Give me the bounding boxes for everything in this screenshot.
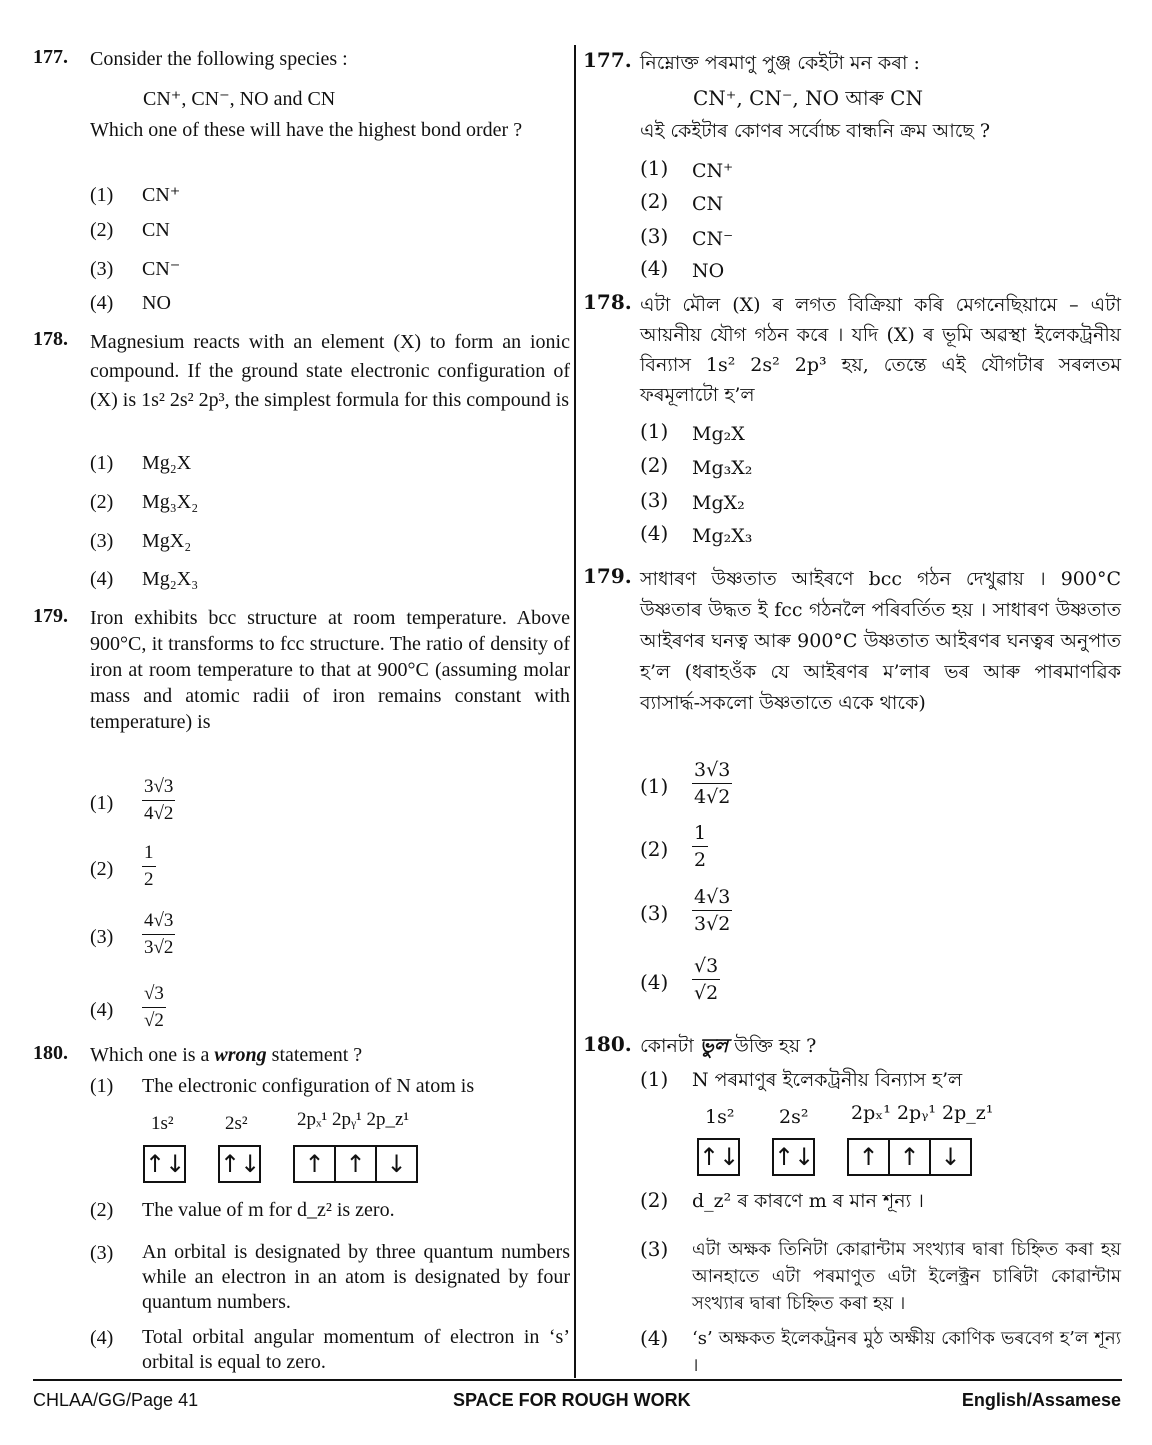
option-number: (2) xyxy=(640,837,669,861)
spin-up-arrow: ↑↓ xyxy=(699,1143,740,1171)
orbital-label-2s: 2s² xyxy=(225,1113,248,1134)
denominator: 2 xyxy=(694,849,707,871)
option-number: (4) xyxy=(640,256,669,280)
numerator: 1 xyxy=(692,820,708,847)
spin-up-arrow: ↑↓ xyxy=(774,1143,815,1171)
option-text: Mg₂X xyxy=(142,452,192,474)
option-number: (3) xyxy=(90,1242,114,1264)
option-text: An orbital is designated by three quantum numbers while an electron in an atom is designated by four quantum numbers. xyxy=(142,1241,570,1313)
emphasis: ভুল xyxy=(699,1035,729,1057)
spin-up-arrow: ↑ xyxy=(890,1140,931,1174)
option-number: (1) xyxy=(640,1067,669,1091)
option-text: N পৰমাণুৰ ইলেকট্ৰনীয় বিন্যাস হ’ল xyxy=(692,1069,963,1091)
numerator: 3√3 xyxy=(692,757,732,784)
option-text: The value of m for d_z² is zero. xyxy=(142,1199,395,1221)
numerator: √3 xyxy=(142,981,166,1008)
option-text: ‘s’ অক্ষকত ইলেকট্ৰনৰ মুঠ অক্ষীয় কোণিক ভৰবেগ হ’ল শূন্য । xyxy=(692,1328,1121,1376)
spin-up-arrow: ↑ xyxy=(295,1147,336,1181)
option-number: (1) xyxy=(640,774,669,798)
orbital-box-1s xyxy=(697,1138,740,1176)
option-text: Mg₂X₃ xyxy=(692,525,753,547)
option-number: (4) xyxy=(640,970,669,994)
numerator: √3 xyxy=(692,953,720,980)
option-number: (3) xyxy=(90,258,114,280)
option-text: MgX₂ xyxy=(142,530,192,552)
species-list: CN⁺, CN⁻, NO and CN xyxy=(143,88,336,110)
option-number: (2) xyxy=(640,453,669,477)
orbital-box-2s xyxy=(218,1145,261,1183)
option-number: (2) xyxy=(640,189,669,213)
orbital-box-2s xyxy=(772,1138,815,1176)
option-number: (2) xyxy=(90,1199,114,1221)
orbital-box-2p xyxy=(847,1138,972,1176)
option-number: (3) xyxy=(640,224,669,248)
numerator: 3√3 xyxy=(142,774,175,801)
option-number: (3) xyxy=(640,488,669,512)
option-text: Mg₂X₃ xyxy=(142,568,199,590)
question-number: 177. xyxy=(583,48,632,72)
option-number: (1) xyxy=(90,792,114,814)
fraction xyxy=(142,908,175,961)
option-number: (3) xyxy=(640,1237,669,1261)
question-text: সাধাৰণ উষ্ণতাত আইৰণে bcc গঠন দেখুৱায় । 900°C উষ্ণতাৰ উদ্ধত ই fcc গঠনলৈ পৰিবৰ্তিত হয় । সাধাৰণ উষ্ণতাত আইৰণৰ ঘনত্ব আৰু 900°C উষ্ণতাত আইৰণৰ ঘনত্বৰ অনুপাত হ’ল (ধৰাহওঁক যে আইৰণৰ ম’লাৰ ভৰ আৰু পাৰমাণৱিক ব্যাসাৰ্দ্ধ-সকলো উষ্ণতাতে একে থাকে) xyxy=(640,568,1121,714)
question-number: 180. xyxy=(583,1032,632,1056)
question-number: 177. xyxy=(33,46,68,68)
option-text: Mg₂X xyxy=(692,423,745,445)
option-number: (3) xyxy=(90,926,114,948)
spin-up-arrow: ↑ xyxy=(849,1140,890,1174)
question-number: 179. xyxy=(33,605,68,627)
denominator: 3√2 xyxy=(144,937,174,958)
orbital-label-1s: 1s² xyxy=(705,1106,735,1128)
option-text: CN⁻ xyxy=(142,258,181,280)
option-text: Total orbital angular momentum of electron in ‘s’ orbital is equal to zero. xyxy=(142,1326,570,1373)
denominator: √2 xyxy=(694,982,719,1004)
column-divider xyxy=(574,45,576,1378)
option-number: (2) xyxy=(90,491,114,513)
text: উক্তি হয় ? xyxy=(728,1035,817,1057)
option-number: (1) xyxy=(640,156,669,180)
orbital-label-2p: 2pₓ¹ 2pᵧ¹ 2p_z¹ xyxy=(297,1109,410,1130)
language-label: English/Assamese xyxy=(961,1390,1121,1410)
option-number: (2) xyxy=(90,858,114,880)
text: Which one is a xyxy=(90,1044,215,1066)
footer-rule xyxy=(33,1379,1122,1381)
fraction xyxy=(692,757,732,810)
orbital-label-1s: 1s² xyxy=(151,1113,174,1134)
spin-down-arrow: ↓ xyxy=(940,1143,961,1171)
question-number: 180. xyxy=(33,1042,68,1064)
question-number: 178. xyxy=(583,290,632,314)
denominator: √2 xyxy=(144,1010,164,1031)
spin-up-arrow: ↑ xyxy=(336,1147,377,1181)
spin-up-arrow: ↑↓ xyxy=(145,1150,186,1178)
question-prompt: এই কেইটাৰ কোণৰ সৰ্বোচ্চ বান্ধনি ক্ৰম আছে ? xyxy=(640,120,991,142)
option-text: The electronic configuration of N atom is xyxy=(142,1075,475,1097)
spin-down-arrow: ↓ xyxy=(386,1150,407,1178)
question-text: Consider the following species : xyxy=(90,48,348,70)
fraction xyxy=(142,774,175,827)
option-text: CN xyxy=(692,193,724,215)
option-number: (3) xyxy=(640,901,669,925)
emphasis: wrong xyxy=(214,1044,267,1066)
fraction xyxy=(692,820,708,873)
numerator: 1 xyxy=(142,840,156,867)
denominator: 4√2 xyxy=(144,803,174,824)
orbital-label-2p: 2pₓ¹ 2pᵧ¹ 2p_z¹ xyxy=(851,1102,994,1124)
question-text xyxy=(90,1042,570,1068)
spin-up-arrow: ↑↓ xyxy=(220,1150,261,1178)
option-text: MgX₂ xyxy=(692,492,745,514)
option-number: (4) xyxy=(90,999,114,1021)
option-text: CN⁺ xyxy=(692,160,734,182)
option-number: (4) xyxy=(90,568,114,590)
orbital-box-1s xyxy=(143,1145,186,1183)
fraction xyxy=(692,953,720,1006)
option-number: (2) xyxy=(640,1188,669,1212)
question-text xyxy=(640,1032,1121,1060)
text: কোনটা xyxy=(640,1035,700,1057)
option-text: CN⁺ xyxy=(142,184,181,206)
question-text: নিম্নোক্ত পৰমাণু পুঞ্জ কেইটা মন কৰা : xyxy=(640,52,920,74)
option-text: CN xyxy=(142,219,170,241)
option-number: (1) xyxy=(90,452,114,474)
option-number: (2) xyxy=(90,219,114,241)
option-number: (4) xyxy=(640,521,669,545)
fraction xyxy=(692,884,732,937)
question-number: 179. xyxy=(583,564,632,588)
option-number: (1) xyxy=(640,419,669,443)
question-text: এটা মৌল (X) ৰ লগত বিক্ৰিয়া কৰি মেগনেছিয়ামে – এটা আয়নীয় যৌগ গঠন কৰে । যদি (X) ৰ ভূমি অৱস্থা ইলেকট্ৰনীয় বিন্যাস 1s² 2s² 2p³ হয়, তেন্তে এই যৌগটাৰ সৰলতম ফৰমূলাটো হ’ল xyxy=(640,294,1121,406)
option-number: (4) xyxy=(640,1326,669,1350)
numerator: 4√3 xyxy=(692,884,732,911)
page-id: CHLAA/GG/Page 41 xyxy=(33,1390,199,1410)
orbital-box-2p xyxy=(293,1145,418,1183)
numerator: 4√3 xyxy=(142,908,175,935)
question-prompt: Which one of these will have the highest bond order ? xyxy=(90,119,523,141)
denominator: 4√2 xyxy=(694,786,731,808)
species-list: CN⁺, CN⁻, NO আৰু CN xyxy=(693,86,923,110)
option-text: Mg₃X₂ xyxy=(692,457,753,479)
text: statement ? xyxy=(266,1044,363,1066)
option-number: (1) xyxy=(90,1075,114,1097)
option-text: Mg₃X₂ xyxy=(142,491,199,513)
option-text: এটা অক্ষক তিনিটা কোৱান্টাম সংখ্যাৰ দ্বাৰা চিহ্নিত কৰা হয় আনহাতে এটা পৰমাণুত এটা ইলেক্ট্ৰন চাৰিটা কোৱান্টাম সংখ্যাৰ দ্বাৰা চিহ্নিত কৰা হয় । xyxy=(692,1239,1121,1314)
option-number: (3) xyxy=(90,530,114,552)
option-text: CN⁻ xyxy=(692,228,734,250)
question-text: Iron exhibits bcc structure at room temperature. Above 900°C, it transforms to fcc structure. The ratio of density of iron at room temperature to that at 900°C (assuming molar mass and atomic radii of iron remains constant with temperature) is xyxy=(90,607,570,733)
option-number: (4) xyxy=(90,1327,114,1349)
option-text: d_z² ৰ কাৰণে m ৰ মান শূন্য । xyxy=(692,1190,924,1212)
denominator: 2 xyxy=(144,869,154,890)
option-text: NO xyxy=(142,292,171,314)
option-number: (1) xyxy=(90,184,114,206)
denominator: 3√2 xyxy=(694,913,731,935)
fraction xyxy=(142,981,166,1034)
rough-work-note: SPACE FOR ROUGH WORK xyxy=(453,1390,691,1410)
option-number: (4) xyxy=(90,292,114,314)
option-text: NO xyxy=(692,260,725,282)
question-text: Magnesium reacts with an element (X) to form an ionic compound. If the ground state electronic configuration of (X) is 1s² 2s² 2p³, the simplest formula for this compound is xyxy=(90,331,570,411)
question-number: 178. xyxy=(33,328,68,350)
orbital-label-2s: 2s² xyxy=(779,1106,809,1128)
fraction xyxy=(142,840,156,893)
